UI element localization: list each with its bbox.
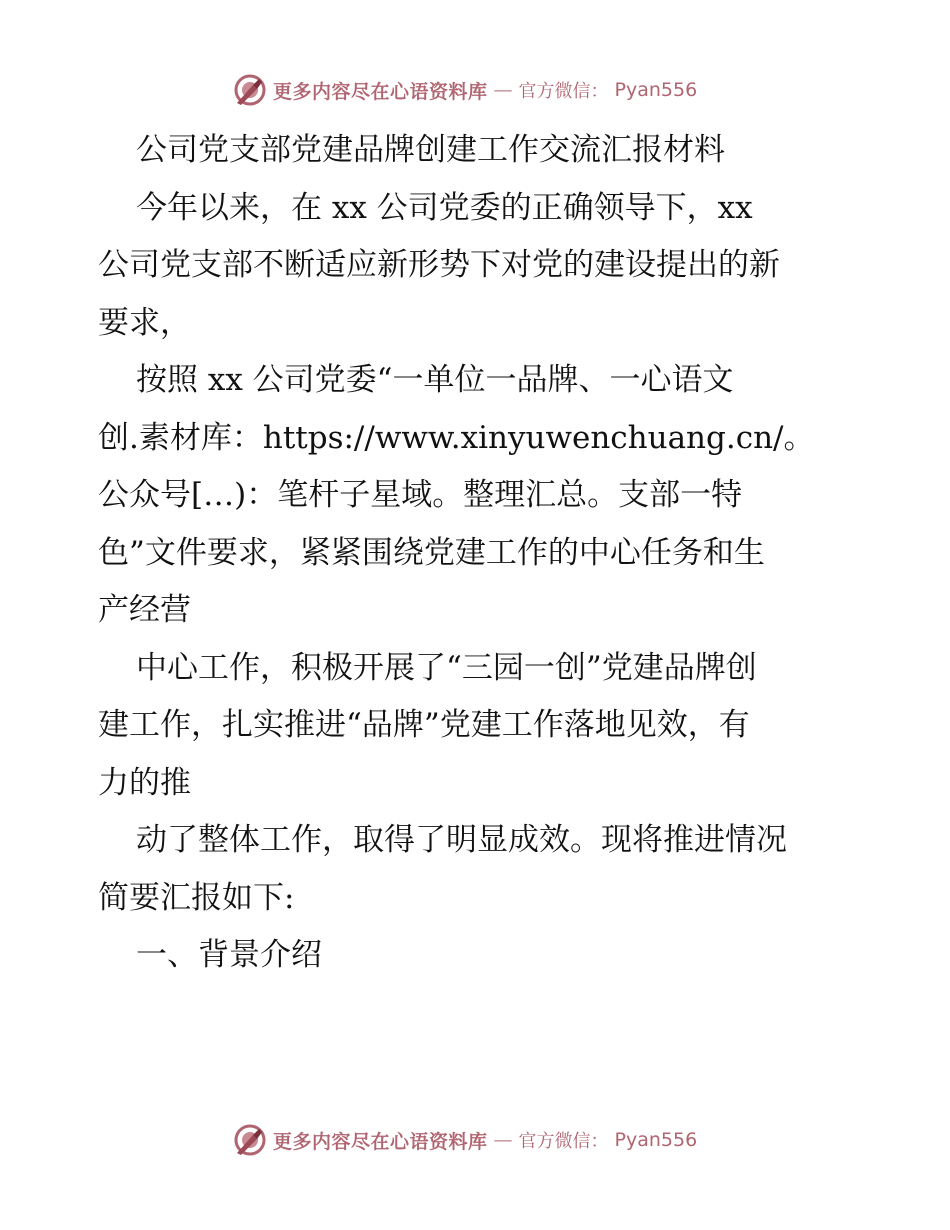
watermark-wechat-id: Pyan556 — [614, 79, 698, 101]
paragraph-line: 色”文件要求，紧紧围绕党建工作的中心任务和生 — [98, 534, 765, 571]
pen-logo-icon — [233, 73, 267, 107]
document-title: 公司党支部党建品牌创建工作交流汇报材料 — [136, 132, 725, 168]
paragraph-line: 按照 xx 公司党委“一单位一品牌、一心语文 — [136, 362, 734, 398]
paragraph-line: 产经营 — [98, 592, 191, 628]
watermark-header — [233, 72, 697, 108]
watermark-title: 更多内容尽在心语资料库 — [273, 80, 488, 103]
paragraph-line: 公司党支部不断适应新形势下对党的建设提出的新 — [98, 247, 780, 283]
watermark-wechat-id: Pyan556 — [614, 1129, 698, 1151]
paragraph-line: 动了整体工作，取得了明显成效。现将推进情况 — [136, 822, 787, 858]
pen-logo-icon — [233, 1123, 267, 1157]
watermark-dash: — — [493, 1129, 513, 1151]
watermark-wechat-label: 官方微信： — [518, 81, 609, 102]
section-heading: 一、背景介绍 — [136, 937, 322, 973]
paragraph-line: 公众号[…)：笔杆子星域。整理汇总。支部一特 — [98, 477, 743, 513]
watermark-title: 更多内容尽在心语资料库 — [273, 1130, 488, 1153]
document-body — [98, 122, 858, 985]
paragraph-line: 中心工作，积极开展了“三园一创”党建品牌创 — [136, 649, 757, 686]
paragraph-line: 今年以来，在 xx 公司党委的正确领导下，xx — [136, 189, 753, 226]
paragraph-line: 简要汇报如下: — [98, 879, 295, 916]
watermark-footer — [233, 1122, 697, 1158]
watermark-dash: — — [493, 79, 513, 101]
paragraph-line: 要求， — [98, 304, 191, 341]
watermark-wechat-label: 官方微信： — [518, 1131, 609, 1152]
paragraph-line: 力的推 — [98, 764, 191, 801]
paragraph-line: 创.素材库：https://www.xinyuwenchuang.cn/。 — [98, 419, 815, 456]
paragraph-line: 建工作，扎实推进“品牌”党建工作落地见效，有 — [98, 707, 750, 743]
